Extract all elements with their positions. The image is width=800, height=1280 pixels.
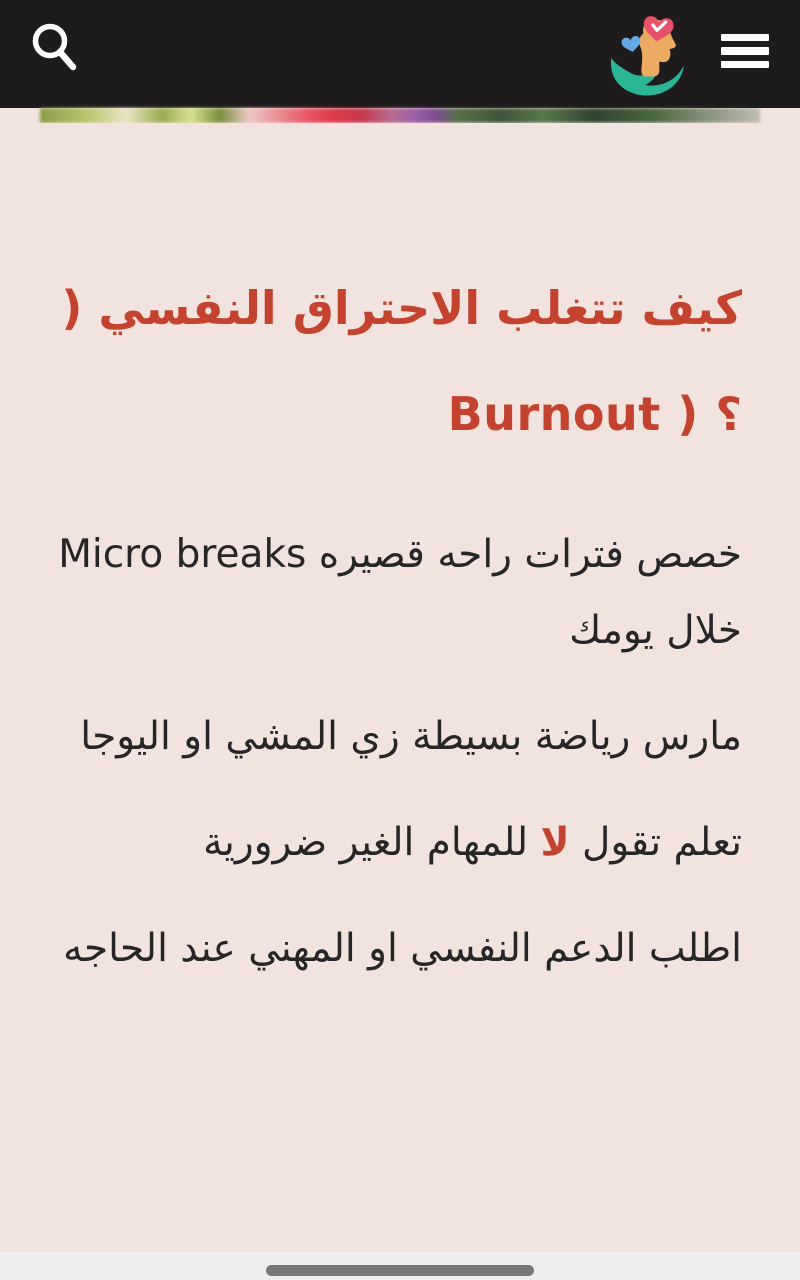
search-icon [26,19,82,84]
home-indicator[interactable] [266,1265,534,1276]
highlighted-word: لا [540,820,570,865]
bottom-bar [0,1252,800,1280]
menu-button[interactable] [714,24,776,78]
hamburger-menu-icon [721,34,769,69]
article-title [58,255,742,467]
article-content [0,123,800,1252]
hero-image [40,108,760,123]
article-paragraph [58,517,742,669]
paragraph-text: للمهام الغير ضرورية [203,820,541,865]
top-nav-bar [0,0,800,108]
article-title-line-1: كيف تتغلب الاحتراق النفسي ( [61,281,742,335]
paragraph-text: تعلم تقول [569,820,742,865]
article-paragraph [58,699,742,775]
paragraph-text: مارس رياضة بسيطة زي المشي او اليوجا [80,714,742,759]
site-logo[interactable] [602,6,696,102]
paragraph-text: اطلب الدعم النفسي او المهني عند الحاجه [63,926,742,971]
article-title-line-2: Burnout ) ؟ [447,387,742,441]
paragraph-text: خصص فترات راحه قصيره Micro breaks خلال يومك [58,532,742,653]
search-button[interactable] [24,18,84,84]
article-paragraph [58,805,742,881]
logo-heart-blue [621,35,642,53]
article-paragraph [58,911,742,987]
article-paragraphs [58,517,742,987]
mental-health-logo-icon [602,87,696,106]
